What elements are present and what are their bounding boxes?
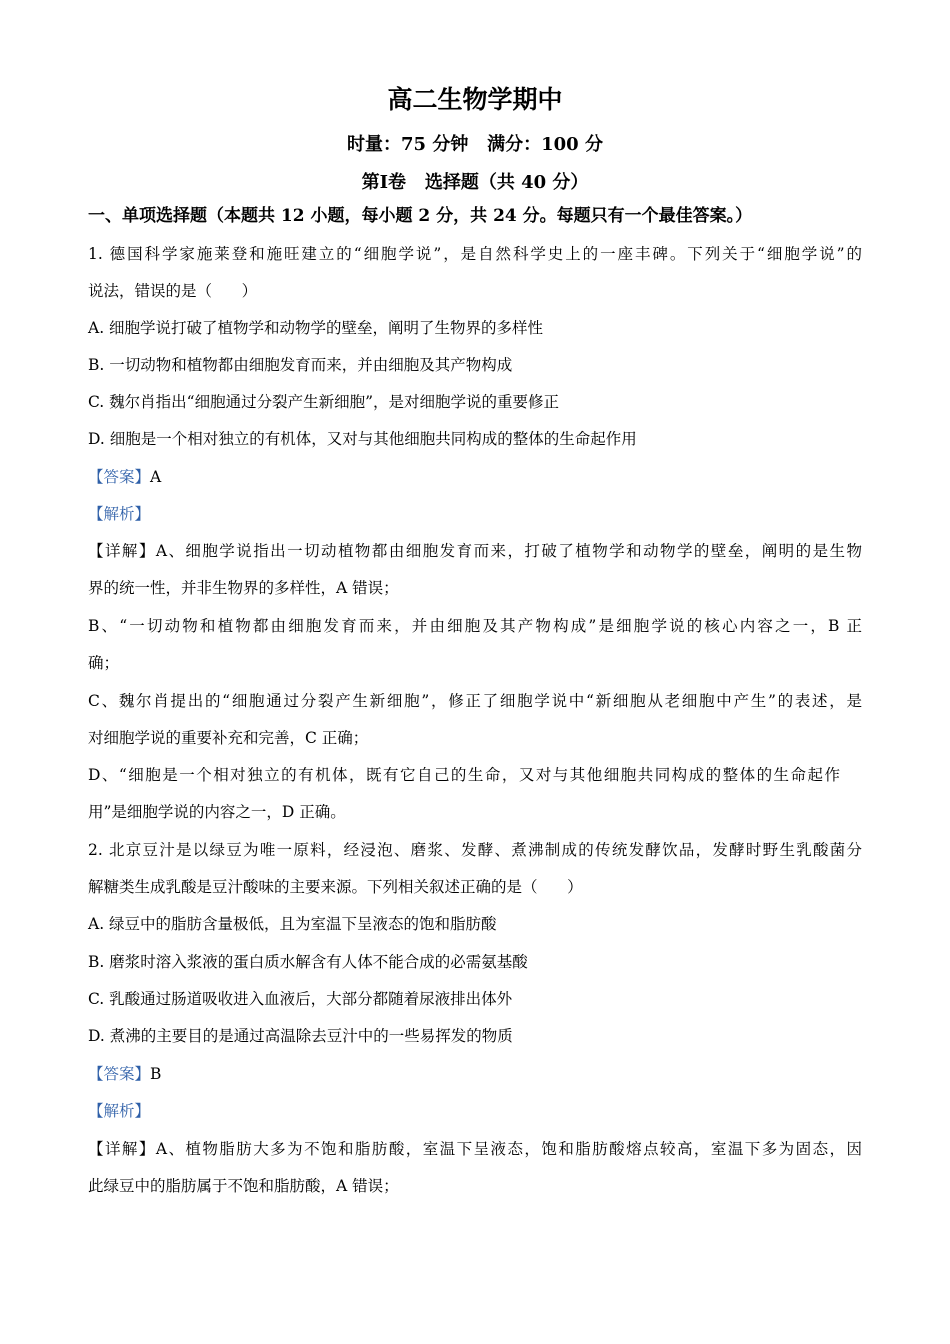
q1-detail-line1 [88, 540, 862, 562]
q1-detail-line3: B、“一切动物和植物都由细胞发育而来，并由细胞及其产物构成”是细胞学说的核心内容之一，B 正 [88, 617, 862, 635]
q2-detail-line2: 此绿豆中的脂肪属于不饱和脂肪酸，A 错误； [88, 1177, 399, 1195]
q2-option-d: D. 煮沸的主要目的是通过高温除去豆汁中的一些易挥发的物质 [88, 1027, 513, 1045]
q1-detail-line7: D、“细胞是一个相对独立的有机体，既有它自己的生命，又对与其他细胞共同构成的整体的生命起作 [88, 766, 840, 784]
q1-stem-line2: 说法，错误的是（ ） [88, 282, 258, 300]
q2-stem-line1: 2. 北京豆汁是以绿豆为唯一原料，经浸泡、磨浆、发酵、煮沸制成的传统发酵饮品，发酵时野生乳酸菌分 [88, 841, 862, 859]
q1-detail-line5: C、魏尔肖提出的“细胞通过分裂产生新细胞”，修正了细胞学说中“新细胞从老细胞中产生”的表述，是 [88, 692, 862, 710]
q2-answer [88, 1063, 862, 1085]
q2-option-a: A. 绿豆中的脂肪含量极低，且为室温下呈液态的饱和脂肪酸 [88, 915, 497, 933]
section-heading: 一、单项选择题（本题共 12 小题，每小题 2 分，共 24 分。每题只有一个最佳答案。） [88, 206, 753, 226]
q1-answer [88, 466, 862, 488]
q2-option-c: C. 乳酸通过肠道吸收进入血液后，大部分都随着尿液排出体外 [88, 990, 513, 1008]
q1-detail-line2: 界的统一性，并非生物界的多样性，A 错误； [88, 579, 399, 597]
q2-detail-line1 [88, 1138, 862, 1160]
q1-analysis-tag: 【解析】 [88, 505, 151, 523]
q2-stem-line2: 解糖类生成乳酸是豆汁酸味的主要来源。下列相关叙述正确的是（ ） [88, 878, 583, 896]
answer-tag: 【答案】 [88, 1065, 151, 1083]
q1-detail-line8: 用”是细胞学说的内容之一，D 正确。 [88, 803, 346, 821]
answer-value: B [150, 1065, 162, 1083]
q1-stem-line1: 1. 德国科学家施莱登和施旺建立的“细胞学说”，是自然科学史上的一座丰碑。下列关于“细胞学说”的 [88, 245, 862, 263]
answer-tag: 【答案】 [88, 468, 151, 486]
q1-option-a: A. 细胞学说打破了植物学和动物学的壁垒，阐明了生物界的多样性 [88, 319, 544, 337]
q1-option-b: B. 一切动物和植物都由细胞发育而来，并由细胞及其产物构成 [88, 356, 513, 374]
detail-tag: 【详解】 [88, 1140, 156, 1158]
detail-text: A、植物脂肪大多为不饱和脂肪酸，室温下呈液态，饱和脂肪酸熔点较高，室温下多为固态，因 [155, 1140, 862, 1158]
detail-text: A、细胞学说指出一切动植物都由细胞发育而来，打破了植物学和动物学的壁垒，阐明的是生物 [155, 542, 862, 560]
q1-option-c: C. 魏尔肖指出“细胞通过分裂产生新细胞”，是对细胞学说的重要修正 [88, 393, 560, 411]
page-title: 高二生物学期中 [387, 85, 563, 114]
exam-meta: 时量：75 分钟 满分：100 分 [347, 134, 603, 155]
q1-detail-line4: 确； [88, 654, 120, 672]
q2-option-b: B. 磨浆时溶入浆液的蛋白质水解含有人体不能合成的必需氨基酸 [88, 953, 528, 971]
q1-option-d: D. 细胞是一个相对独立的有机体，又对与其他细胞共同构成的整体的生命起作用 [88, 430, 637, 448]
part-heading: 第Ⅰ卷 选择题（共 40 分） [361, 172, 589, 193]
q2-analysis-tag: 【解析】 [88, 1102, 151, 1120]
detail-tag: 【详解】 [88, 542, 156, 560]
q1-detail-line6: 对细胞学说的重要补充和完善，C 正确； [88, 729, 369, 747]
answer-value: A [150, 468, 162, 486]
